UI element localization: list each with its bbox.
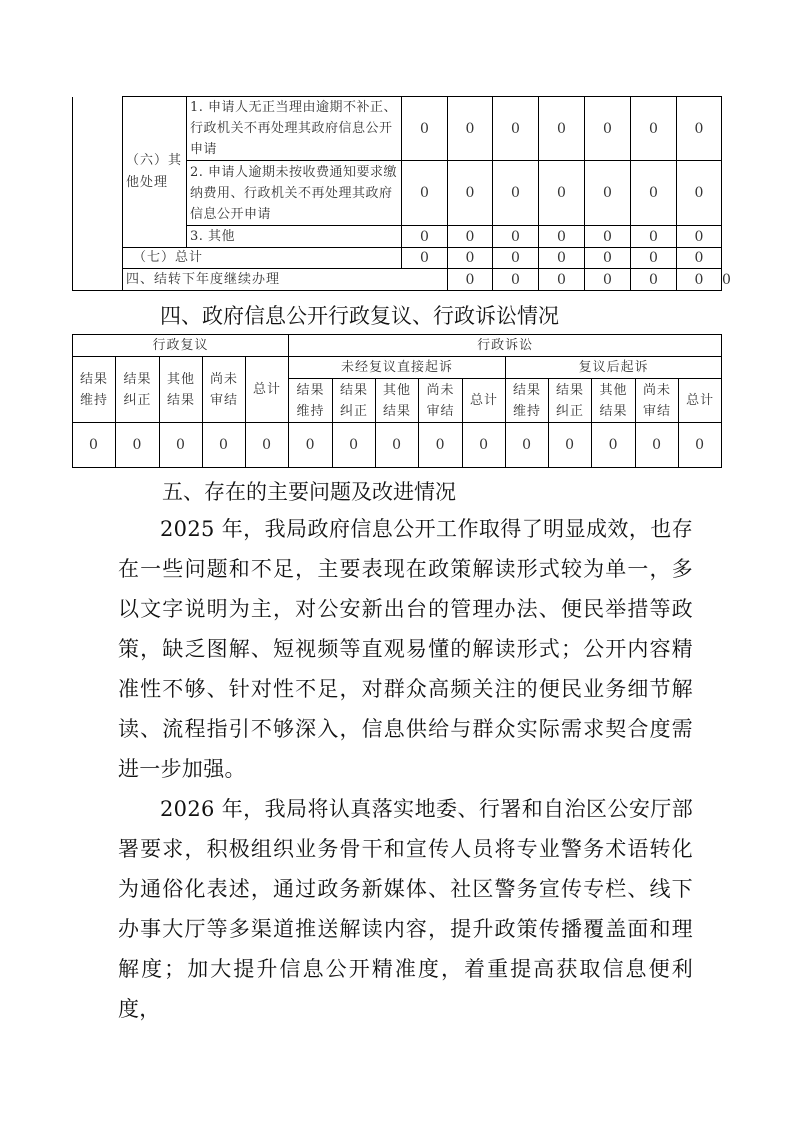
column-header: 总计 [679,379,722,423]
cell-value: 0 [631,161,677,226]
cell-value: 0 [493,97,539,161]
cell-value: 0 [636,423,679,468]
column-header: 结果维持 [73,357,116,423]
cell-value: 0 [448,269,493,291]
cell-value: 0 [549,423,592,468]
cell-value: 0 [585,248,631,269]
cell-value: 0 [402,161,448,226]
cell-value: 0 [677,97,722,161]
cell-value: 0 [289,423,333,468]
cell-value: 0 [493,226,539,248]
row-label: （七）总计 [123,248,402,269]
paragraph-year: 2025 [160,517,215,541]
table-header-row [73,357,722,379]
row-label: 四、结转下年度继续办理 [123,269,448,291]
cell-value: 0 [539,269,585,291]
cell-value: 0 [506,423,549,468]
column-header: 总计 [463,379,506,423]
cell-value: 0 [402,248,448,269]
row-label: 2. 申请人逾期未按收费通知要求缴纳费用、行政机关不再处理其政府信息公开申请 [187,161,402,226]
cell-value: 0 [679,423,722,468]
review-litigation-table [72,334,722,468]
admin-review-header: 行政复议 [73,335,289,357]
cell-value: 0 [376,423,419,468]
column-header: 结果维持 [289,379,333,423]
after-review-litigation-header: 复议后起诉 [506,357,722,379]
cell-value: 0 [631,248,677,269]
cell-value: 0 [419,423,463,468]
column-header: 尚未审结 [636,379,679,423]
column-header: 总计 [246,357,289,423]
admin-litigation-header: 行政诉讼 [289,335,722,357]
outer-group-cell [73,97,123,291]
cell-value: 0 [539,161,585,226]
column-header: 其他结果 [376,379,419,423]
cell-value: 0 [448,248,493,269]
total-row [73,248,722,269]
table-row [73,97,722,161]
cell-value: 0 [73,423,116,468]
cell-value: 0 [160,423,203,468]
column-header: 结果纠正 [333,379,376,423]
paragraph-2026 [118,789,693,1029]
direct-litigation-header: 未经复议直接起诉 [289,357,506,379]
cell-value: 0 [631,97,677,161]
cell-value: 0 [539,226,585,248]
cell-value: 0 [402,226,448,248]
column-header: 结果纠正 [549,379,592,423]
paragraph-text: 年，我局政府信息公开工作取得了明显成效，也存在一些问题和不足，主要表现在政策解读形式较为单一，多以文字说明为主，对公安新出台的管理办法、便民举措等政策，缺乏图解、短视频等直观易懂的解读形式；公开内容精准性不够、针对性不足，对群众高频关注的便民业务细节解读、流程指引不够深入，信息供给与群众实际需求契合度需进一步加强。 [118,517,693,781]
cell-value: 0 [585,97,631,161]
section-5-title: 五、存在的主要问题及改进情况 [162,480,456,504]
paragraph-text: 年，我局将认真落实地委、行署和自治区公安厅部署要求，积极组织业务骨干和宣传人员将专业警务术语转化为通俗化表述，通过政务新媒体、社区警务宣传专栏、线下办事大厅等多渠道推送解读内容，提升政策传播覆盖面和理解度；加大提升信息公开精准度，着重提高获取信息便利度， [118,797,693,1021]
cell-value: 0 [585,269,631,291]
table-header-row [73,335,722,357]
group-label: （六）其他处理 [123,97,187,248]
cell-value: 0 [539,248,585,269]
cell-value: 0 [203,423,246,468]
cell-value: 0 [539,97,585,161]
column-header: 其他结果 [160,357,203,423]
cell-value: 0 [463,423,506,468]
cell-value: 0 [631,226,677,248]
cell-value: 0 [448,97,493,161]
cell-value: 0 [677,161,722,226]
cell-value: 0 [448,226,493,248]
cell-value: 0 [402,97,448,161]
cell-value: 0 [448,161,493,226]
column-header: 尚未审结 [203,357,246,423]
cell-value: 0 [592,423,636,468]
cell-value: 0 [677,269,722,291]
cell-value: 0 [246,423,289,468]
cell-value: 0 [493,269,539,291]
column-header: 结果纠正 [116,357,160,423]
carryover-row: 四、结转下年度继续办理 0 0 0 0 0 0 0 [73,269,722,291]
cell-value: 0 [677,248,722,269]
row-label: 1. 申请人无正当理由逾期不补正、行政机关不再处理其政府信息公开申请 [187,97,402,161]
table-row [73,423,722,468]
paragraph-year: 2026 [160,797,215,821]
column-header: 其他结果 [592,379,636,423]
cell-value: 0 [493,248,539,269]
cell-value: 0 [493,161,539,226]
cell-value: 0 [585,161,631,226]
paragraph-2025 [118,509,693,789]
cell-value: 0 [116,423,160,468]
row-label: 3. 其他 [187,226,402,248]
application-handling-table [72,96,731,291]
cell-value: 0 [333,423,376,468]
cell-value: 0 [631,269,677,291]
section-4-title: 四、政府信息公开行政复议、行政诉讼情况 [160,304,559,328]
cell-value: 0 [585,226,631,248]
cell-value: 0 [677,226,722,248]
column-header: 结果维持 [506,379,549,423]
column-header: 尚未审结 [419,379,463,423]
